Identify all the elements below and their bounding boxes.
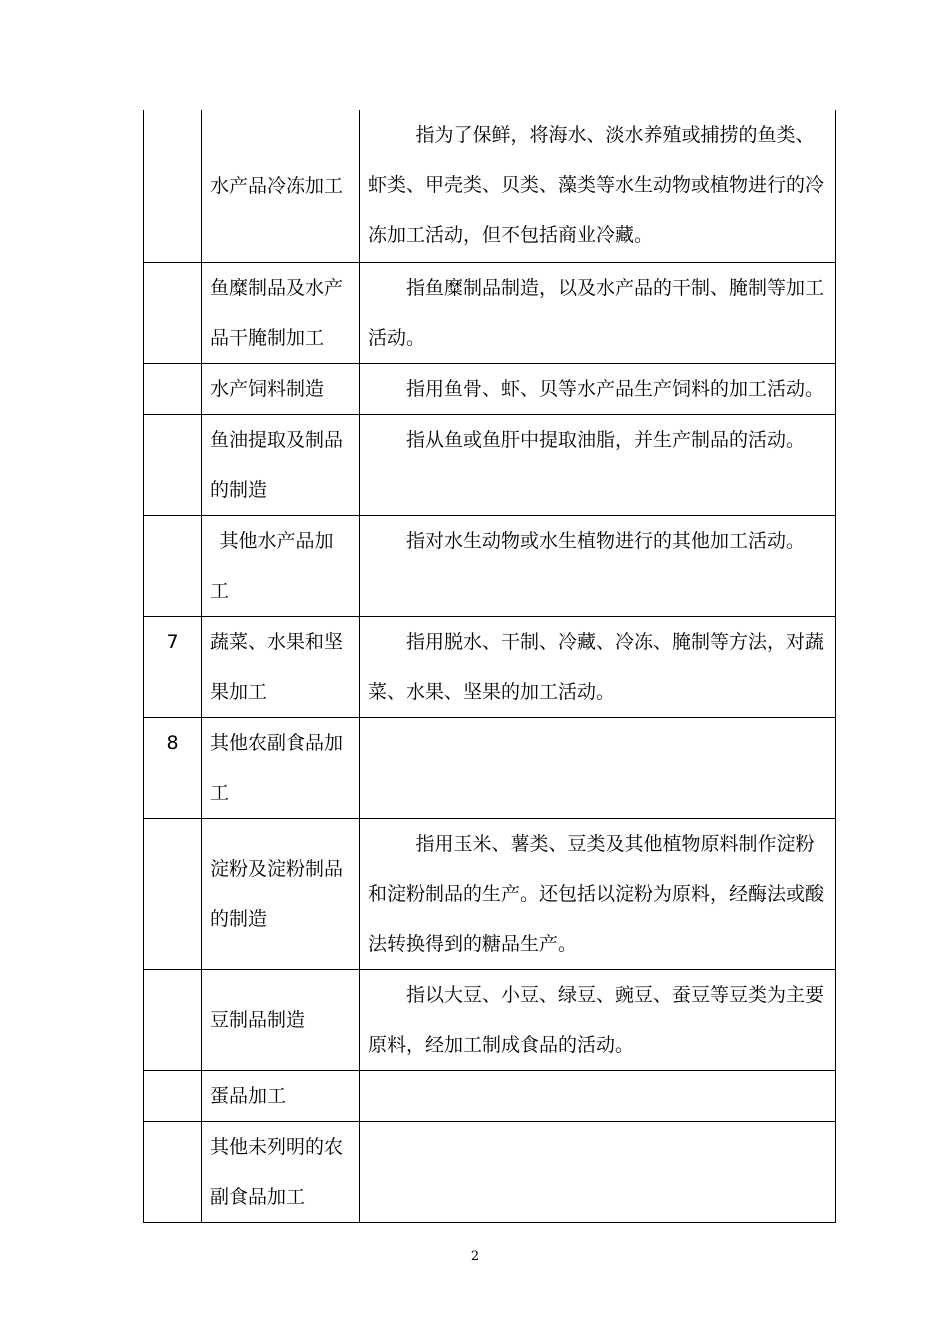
table-row xyxy=(144,414,836,515)
table-row xyxy=(144,515,836,616)
row-number: 7 xyxy=(144,616,202,717)
table-row xyxy=(144,969,836,1070)
row-number xyxy=(144,969,202,1070)
industry-classification-table xyxy=(143,110,836,1223)
table-row xyxy=(144,818,836,969)
category-name: 鱼糜制品及水产品干腌制加工 xyxy=(202,262,360,363)
table-row xyxy=(144,616,836,717)
category-description: 指从鱼或鱼肝中提取油脂，并生产制品的活动。 xyxy=(360,414,836,515)
category-description: 指对水生动物或水生植物进行的其他加工活动。 xyxy=(360,515,836,616)
category-description: 指鱼糜制品制造，以及水产品的干制、腌制等加工活动。 xyxy=(360,262,836,363)
table-row xyxy=(144,717,836,818)
row-number xyxy=(144,110,202,262)
category-description xyxy=(360,1121,836,1222)
category-description: 指用玉米、薯类、豆类及其他植物原料制作淀粉和淀粉制品的生产。还包括以淀粉为原料，经酶法或酸法转换得到的糖品生产。 xyxy=(360,818,836,969)
category-name: 其他未列明的农副食品加工 xyxy=(202,1121,360,1222)
category-name: 鱼油提取及制品的制造 xyxy=(202,414,360,515)
table-row xyxy=(144,1121,836,1222)
category-description xyxy=(360,1070,836,1121)
category-description xyxy=(360,717,836,818)
category-name: 其他农副食品加工 xyxy=(202,717,360,818)
row-number: 8 xyxy=(144,717,202,818)
page-number: 2 xyxy=(470,1249,480,1264)
category-name: 淀粉及淀粉制品的制造 xyxy=(202,818,360,969)
category-name: 水产饲料制造 xyxy=(202,363,360,414)
category-name: 豆制品制造 xyxy=(202,969,360,1070)
category-name: 水产品冷冻加工 xyxy=(202,110,360,262)
row-number xyxy=(144,1070,202,1121)
category-name: 其他水产品加工 xyxy=(202,515,360,616)
row-number xyxy=(144,262,202,363)
category-description: 指用鱼骨、虾、贝等水产品生产饲料的加工活动。 xyxy=(360,363,836,414)
category-name: 蔬菜、水果和坚果加工 xyxy=(202,616,360,717)
row-number xyxy=(144,363,202,414)
table-row xyxy=(144,1070,836,1121)
row-number xyxy=(144,818,202,969)
row-number xyxy=(144,414,202,515)
category-name: 蛋品加工 xyxy=(202,1070,360,1121)
row-number xyxy=(144,515,202,616)
category-description: 指用脱水、干制、冷藏、冷冻、腌制等方法，对蔬菜、水果、坚果的加工活动。 xyxy=(360,616,836,717)
category-description: 指以大豆、小豆、绿豆、豌豆、蚕豆等豆类为主要原料，经加工制成食品的活动。 xyxy=(360,969,836,1070)
table-row xyxy=(144,262,836,363)
category-description: 指为了保鲜，将海水、淡水养殖或捕捞的鱼类、虾类、甲壳类、贝类、藻类等水生动物或植物进行的冷冻加工活动，但不包括商业冷藏。 xyxy=(360,110,836,262)
table-row xyxy=(144,110,836,262)
table-row xyxy=(144,363,836,414)
row-number xyxy=(144,1121,202,1222)
